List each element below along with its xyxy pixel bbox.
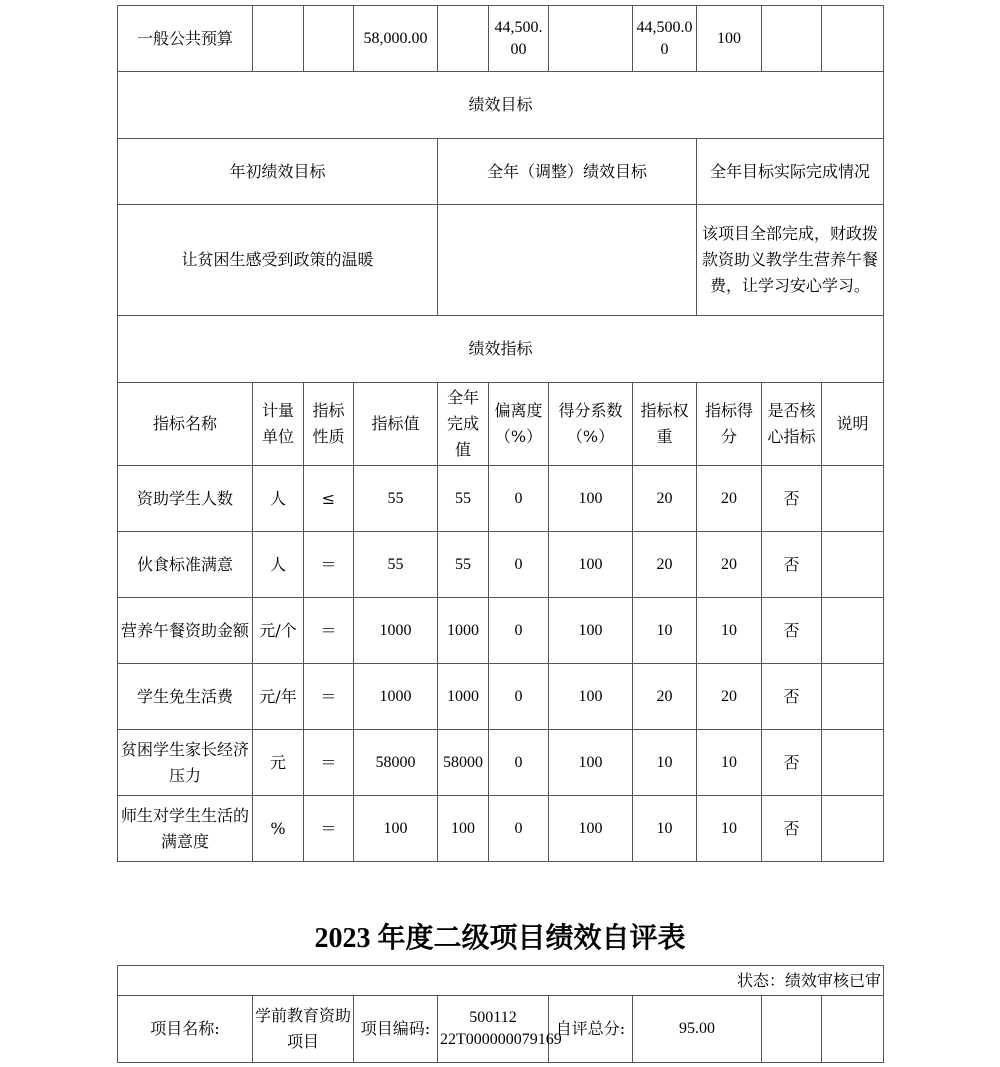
cell-note xyxy=(822,796,884,862)
cell-core: 否 xyxy=(762,466,822,532)
indicators-title: 绩效指标 xyxy=(118,316,884,383)
cell-name: 资助学生人数 xyxy=(118,466,253,532)
cell-weight: 10 xyxy=(633,730,697,796)
cell-coef: 100 xyxy=(549,466,633,532)
cell-core: 否 xyxy=(762,532,822,598)
col-header: 得分系数（%） xyxy=(549,383,633,466)
score-label: 自评总分: xyxy=(549,996,633,1063)
col-header: 计量单位 xyxy=(253,383,304,466)
header-actual-goal: 全年目标实际完成情况 xyxy=(697,139,884,205)
header-adjusted-goal: 全年（调整）绩效目标 xyxy=(438,139,697,205)
cell-target: 58000 xyxy=(354,730,438,796)
project-name: 学前教育资助项目 xyxy=(253,996,354,1063)
cell-target: 55 xyxy=(354,466,438,532)
cell-weight: 20 xyxy=(633,466,697,532)
cell-coef: 100 xyxy=(549,796,633,862)
cell-deviation: 0 xyxy=(489,532,549,598)
cell-nature: ＝ xyxy=(304,730,354,796)
cell-unit: 元 xyxy=(253,730,304,796)
cell-target: 1000 xyxy=(354,664,438,730)
adjusted-goal-text xyxy=(438,205,697,316)
table-row xyxy=(118,598,884,664)
col-header: 指标性质 xyxy=(304,383,354,466)
cell-deviation: 0 xyxy=(489,664,549,730)
cell-coef: 100 xyxy=(549,598,633,664)
cell-target: 55 xyxy=(354,532,438,598)
cell-unit: 人 xyxy=(253,466,304,532)
cell-note xyxy=(822,730,884,796)
score-value: 95.00 xyxy=(633,996,762,1063)
cell-core: 否 xyxy=(762,730,822,796)
cell-coef: 100 xyxy=(549,532,633,598)
cell-name: 学生免生活费 xyxy=(118,664,253,730)
cell-unit: 元/个 xyxy=(253,598,304,664)
cell-target: 1000 xyxy=(354,598,438,664)
col-header: 偏离度（%） xyxy=(489,383,549,466)
status-text: 状态：绩效审核已审 xyxy=(118,966,884,996)
cell-core: 否 xyxy=(762,796,822,862)
budget-adjusted: 44,500.00 xyxy=(489,6,549,72)
cell-note xyxy=(822,664,884,730)
cell-deviation: 0 xyxy=(489,730,549,796)
cell-coef: 100 xyxy=(549,664,633,730)
cell-score: 10 xyxy=(697,598,762,664)
col-header: 指标权重 xyxy=(633,383,697,466)
performance-table xyxy=(117,5,884,862)
cell-target: 100 xyxy=(354,796,438,862)
project-name-label: 项目名称: xyxy=(118,996,253,1063)
cell-weight: 10 xyxy=(633,598,697,664)
col-header: 指标名称 xyxy=(118,383,253,466)
project-code: 500112 22T000000079169 xyxy=(438,996,549,1063)
cell-actual: 1000 xyxy=(438,664,489,730)
cell-deviation: 0 xyxy=(489,796,549,862)
project-code-label: 项目编码: xyxy=(354,996,438,1063)
cell-name: 贫困学生家长经济压力 xyxy=(118,730,253,796)
cell-score: 10 xyxy=(697,730,762,796)
cell-actual: 55 xyxy=(438,532,489,598)
col-header: 指标得分 xyxy=(697,383,762,466)
cell-nature: ＝ xyxy=(304,796,354,862)
cell-actual: 100 xyxy=(438,796,489,862)
perf-goal-title: 绩效目标 xyxy=(118,72,884,139)
header-initial-goal: 年初绩效目标 xyxy=(118,139,438,205)
cell-unit: 人 xyxy=(253,532,304,598)
col-header: 指标值 xyxy=(354,383,438,466)
cell-note xyxy=(822,532,884,598)
cell-coef: 100 xyxy=(549,730,633,796)
cell-score: 10 xyxy=(697,796,762,862)
cell-actual: 58000 xyxy=(438,730,489,796)
cell-weight: 20 xyxy=(633,664,697,730)
table-row xyxy=(118,466,884,532)
table-row xyxy=(118,532,884,598)
cell-unit: % xyxy=(253,796,304,862)
cell-actual: 55 xyxy=(438,466,489,532)
cell-core: 否 xyxy=(762,598,822,664)
budget-row xyxy=(118,6,884,72)
indicator-header-row xyxy=(118,383,884,466)
col-header: 说明 xyxy=(822,383,884,466)
cell-note xyxy=(822,466,884,532)
cell-nature: ＝ xyxy=(304,664,354,730)
cell-weight: 10 xyxy=(633,796,697,862)
table-row xyxy=(118,664,884,730)
cell-nature: ＝ xyxy=(304,532,354,598)
initial-goal-text: 让贫困生感受到政策的温暖 xyxy=(118,205,438,316)
cell-name: 师生对学生生活的满意度 xyxy=(118,796,253,862)
project-info-table xyxy=(117,965,884,1063)
cell-actual: 1000 xyxy=(438,598,489,664)
col-header: 全年完成值 xyxy=(438,383,489,466)
table-row xyxy=(118,796,884,862)
budget-annual: 58,000.00 xyxy=(354,6,438,72)
cell-core: 否 xyxy=(762,664,822,730)
cell-score: 20 xyxy=(697,532,762,598)
cell-score: 20 xyxy=(697,664,762,730)
cell-weight: 20 xyxy=(633,532,697,598)
cell-nature: ＝ xyxy=(304,598,354,664)
form-title: 2023 年度二级项目绩效自评表 xyxy=(314,923,686,954)
cell-name: 伙食标准满意 xyxy=(118,532,253,598)
table-row xyxy=(118,730,884,796)
cell-unit: 元/年 xyxy=(253,664,304,730)
cell-deviation: 0 xyxy=(489,598,549,664)
budget-executed: 44,500.00 xyxy=(633,6,697,72)
budget-rate: 100 xyxy=(697,6,762,72)
indicator-rows xyxy=(118,466,884,862)
budget-label: 一般公共预算 xyxy=(118,6,253,72)
actual-goal-text: 该项目全部完成，财政拨款资助义教学生营养午餐费，让学习安心学习。 xyxy=(697,205,884,316)
cell-nature: ≤ xyxy=(304,466,354,532)
cell-note xyxy=(822,598,884,664)
cell-name: 营养午餐资助金额 xyxy=(118,598,253,664)
col-header: 是否核心指标 xyxy=(762,383,822,466)
cell-score: 20 xyxy=(697,466,762,532)
cell-deviation: 0 xyxy=(489,466,549,532)
